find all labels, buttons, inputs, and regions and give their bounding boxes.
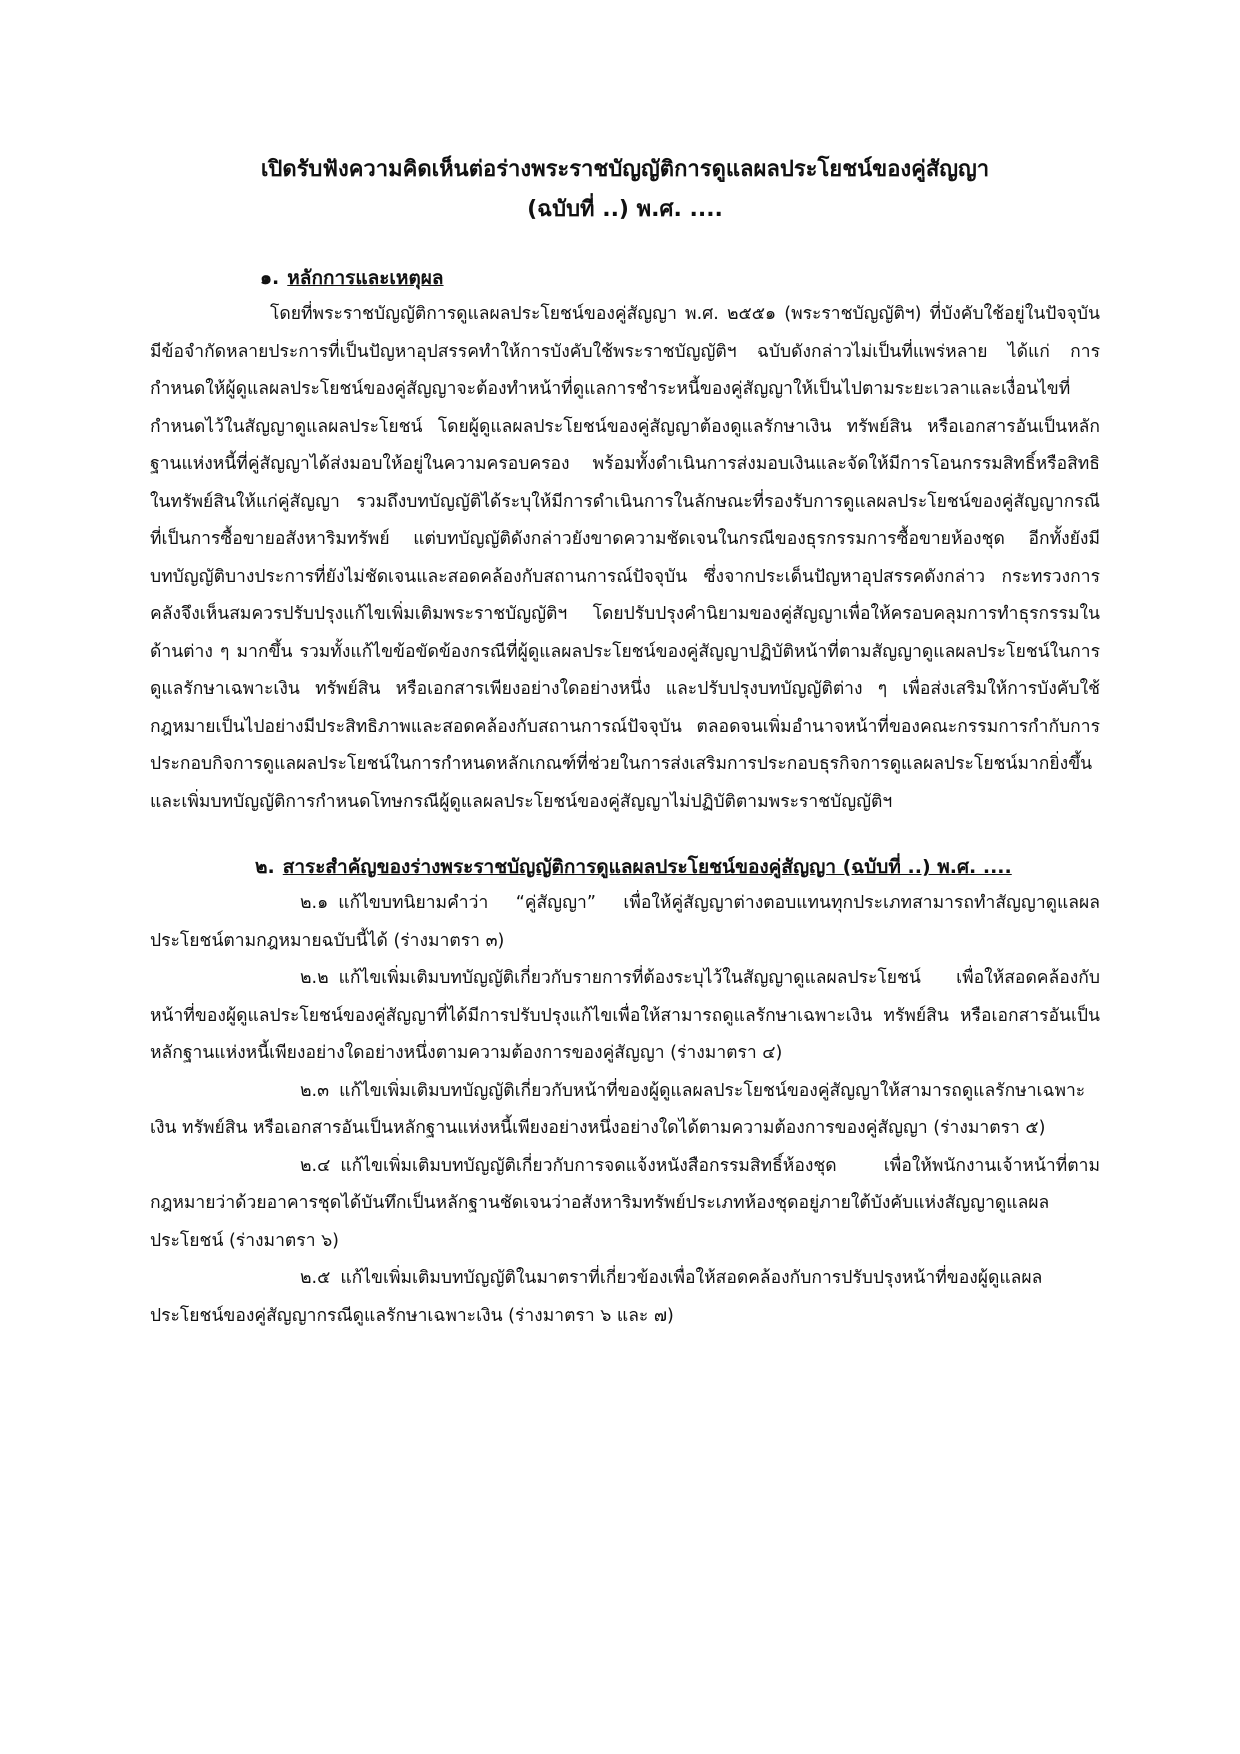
section-2-item: [150, 885, 1100, 960]
item-number: ๒.๑: [300, 893, 329, 913]
section-2-item: [150, 1260, 1100, 1335]
section-1-body: โดยที่พระราชบัญญัติการดูแลผลประโยชน์ของคู่สัญญา พ.ศ. ๒๕๕๑ (พระราชบัญญัติฯ) ที่บังคับใช้อยู่ในปัจจุบันมีข้อจำกัดหลายประการที่เป็นปัญหาอุปสรรคทำให้การบังคับใช้พระราชบัญญัติฯ ฉบับดังกล่าวไม่เป็นที่แพร่หลาย ได้แก่ การกำหนดให้ผู้ดูแลผลประโยชน์ของคู่สัญญาจะต้องทำหน้าที่ดูแลการชำระหนี้ของคู่สัญญาให้เป็นไปตามระยะเวลาและเงื่อนไขที่กำหนดไว้ในสัญญาดูแลผลประโยชน์ โดยผู้ดูแลผลประโยชน์ของคู่สัญญาต้องดูแลรักษาเงิน ทรัพย์สิน หรือเอกสารอันเป็นหลักฐานแห่งหนี้ที่คู่สัญญาได้ส่งมอบให้อยู่ในความครอบครอง พร้อมทั้งดำเนินการส่งมอบเงินและจัดให้มีการโอนกรรมสิทธิ์หรือสิทธิในทรัพย์สินให้แก่คู่สัญญา รวมถึงบทบัญญัติได้ระบุให้มีการดำเนินการในลักษณะที่รองรับการดูแลผลประโยชน์ของคู่สัญญากรณีที่เป็นการซื้อขายอสังหาริมทรัพย์ แต่บทบัญญัติดังกล่าวยังขาดความชัดเจนในกรณีของธุรกรรมการซื้อขายห้องชุด อีกทั้งยังมีบทบัญญัติบางประการที่ยังไม่ชัดเจนและสอดคล้องกับสถานการณ์ปัจจุบัน ซึ่งจากประเด็นปัญหาอุปสรรคดังกล่าว กระทรวงการคลังจึงเห็นสมควรปรับปรุงแก้ไขเพิ่มเติมพระราชบัญญัติฯ โดยปรับปรุงคำนิยามของคู่สัญญาเพื่อให้ครอบคลุมการทำธุรกรรมในด้านต่าง ๆ มากขึ้น รวมทั้งแก้ไขข้อขัดข้องกรณีที่ผู้ดูแลผลประโยชน์ของคู่สัญญาปฏิบัติหน้าที่ตามสัญญาดูแลผลประโยชน์ในการดูแลรักษาเฉพาะเงิน ทรัพย์สิน หรือเอกสารเพียงอย่างใดอย่างหนึ่ง และปรับปรุงบทบัญญัติต่าง ๆ เพื่อส่งเสริมให้การบังคับใช้กฎหมายเป็นไปอย่างมีประสิทธิภาพและสอดคล้องกับสถานการณ์ปัจจุบัน ตลอดจนเพิ่มอำนาจหน้าที่ของคณะกรรมการกำกับการประกอบกิจการดูแลผลประโยชน์ในการกำหนดหลักเกณฑ์ที่ช่วยในการส่งเสริมการประกอบธุรกิจการดูแลผลประโยชน์มากยิ่งขึ้น และเพิ่มบทบัญญัติการกำหนดโทษกรณีผู้ดูแลผลประโยชน์ของคู่สัญญาไม่ปฏิบัติตามพระราชบัญญัติฯ: [150, 304, 1100, 812]
item-number: ๒.๓: [300, 1080, 330, 1101]
item-text: แก้ไขเพิ่มเติมบทบัญญัติเกี่ยวกับรายการที่ต้องระบุไว้ในสัญญาดูแลผลประโยชน์ เพื่อให้สอดคล้องกับหน้าที่ของผู้ดูแลประโยชน์ของคู่สัญญาที่ได้มีการปรับปรุงแก้ไขเพื่อให้สามารถดูแลรักษาเฉพาะเงิน ทรัพย์สิน หรือเอกสารอันเป็นหลักฐานแห่งหนี้เพียงอย่างใดอย่างหนึ่งตามความต้องการของคู่สัญญา (ร่างมาตรา ๔): [150, 968, 1100, 1063]
section-2-number: ๒.: [255, 856, 275, 878]
item-number: ๒.๔: [300, 1155, 331, 1176]
section-2-item: [150, 1073, 1100, 1148]
section-2-heading-text: สาระสำคัญของร่างพระราชบัญญัติการดูแลผลประโยชน์ของคู่สัญญา (ฉบับที่ ..) พ.ศ. ....: [282, 856, 1012, 878]
document-title: [150, 150, 1100, 230]
item-text: แก้ไขเพิ่มเติมบทบัญญัติเกี่ยวกับหน้าที่ของผู้ดูแลผลประโยชน์ของคู่สัญญาให้สามารถดูแลรักษาเฉพาะเงิน ทรัพย์สิน หรือเอกสารอันเป็นหลักฐานแห่งหนี้เพียงอย่างหนึ่งอย่างใดได้ตามความต้องการของคู่สัญญา (ร่างมาตรา ๕): [150, 1080, 1086, 1138]
section-essence: [150, 849, 1100, 1335]
item-text: แก้ไขบทนิยามคำว่า “คู่สัญญา” เพื่อให้คู่สัญญาต่างตอบแทนทุกประเภทสามารถทำสัญญาดูแลผลประโยชน์ตามกฎหมายฉบับนี้ได้ (ร่างมาตรา ๓): [150, 893, 1100, 951]
item-number: ๒.๒: [300, 968, 329, 988]
item-text: แก้ไขเพิ่มเติมบทบัญญัติเกี่ยวกับการจดแจ้งหนังสือกรรมสิทธิ์ห้องชุด เพื่อให้พนักงานเจ้าหน้าที่ตามกฎหมายว่าด้วยอาคารชุดได้บันทึกเป็นหลักฐานชัดเจนว่าอสังหาริมทรัพย์ประเภทห้องชุดอยู่ภายใต้บังคับแห่งสัญญาดูแลผลประโยชน์ (ร่างมาตรา ๖): [150, 1155, 1100, 1251]
section-2-item: [150, 960, 1100, 1073]
section-2-heading: [150, 849, 1100, 885]
section-2-item: [150, 1148, 1100, 1261]
title-line-2: (ฉบับที่ ..) พ.ศ. ....: [527, 197, 723, 222]
item-text: แก้ไขเพิ่มเติมบทบัญญัติในมาตราที่เกี่ยวข้องเพื่อให้สอดคล้องกับการปรับปรุงหน้าที่ของผู้ดูแลผลประโยชน์ของคู่สัญญากรณีดูแลรักษาเฉพาะเงิน (ร่างมาตรา ๖ และ ๗): [150, 1268, 1043, 1326]
section-principles: [150, 260, 1100, 821]
title-line-1: เปิดรับฟังความคิดเห็นต่อร่างพระราชบัญญัติการดูแลผลประโยชน์ของคู่สัญญา: [260, 157, 990, 182]
section-1-number: ๑.: [260, 267, 280, 289]
section-1-heading-text: หลักการและเหตุผล: [287, 267, 444, 289]
item-number: ๒.๕: [300, 1268, 331, 1288]
section-1-heading: [150, 260, 1100, 296]
